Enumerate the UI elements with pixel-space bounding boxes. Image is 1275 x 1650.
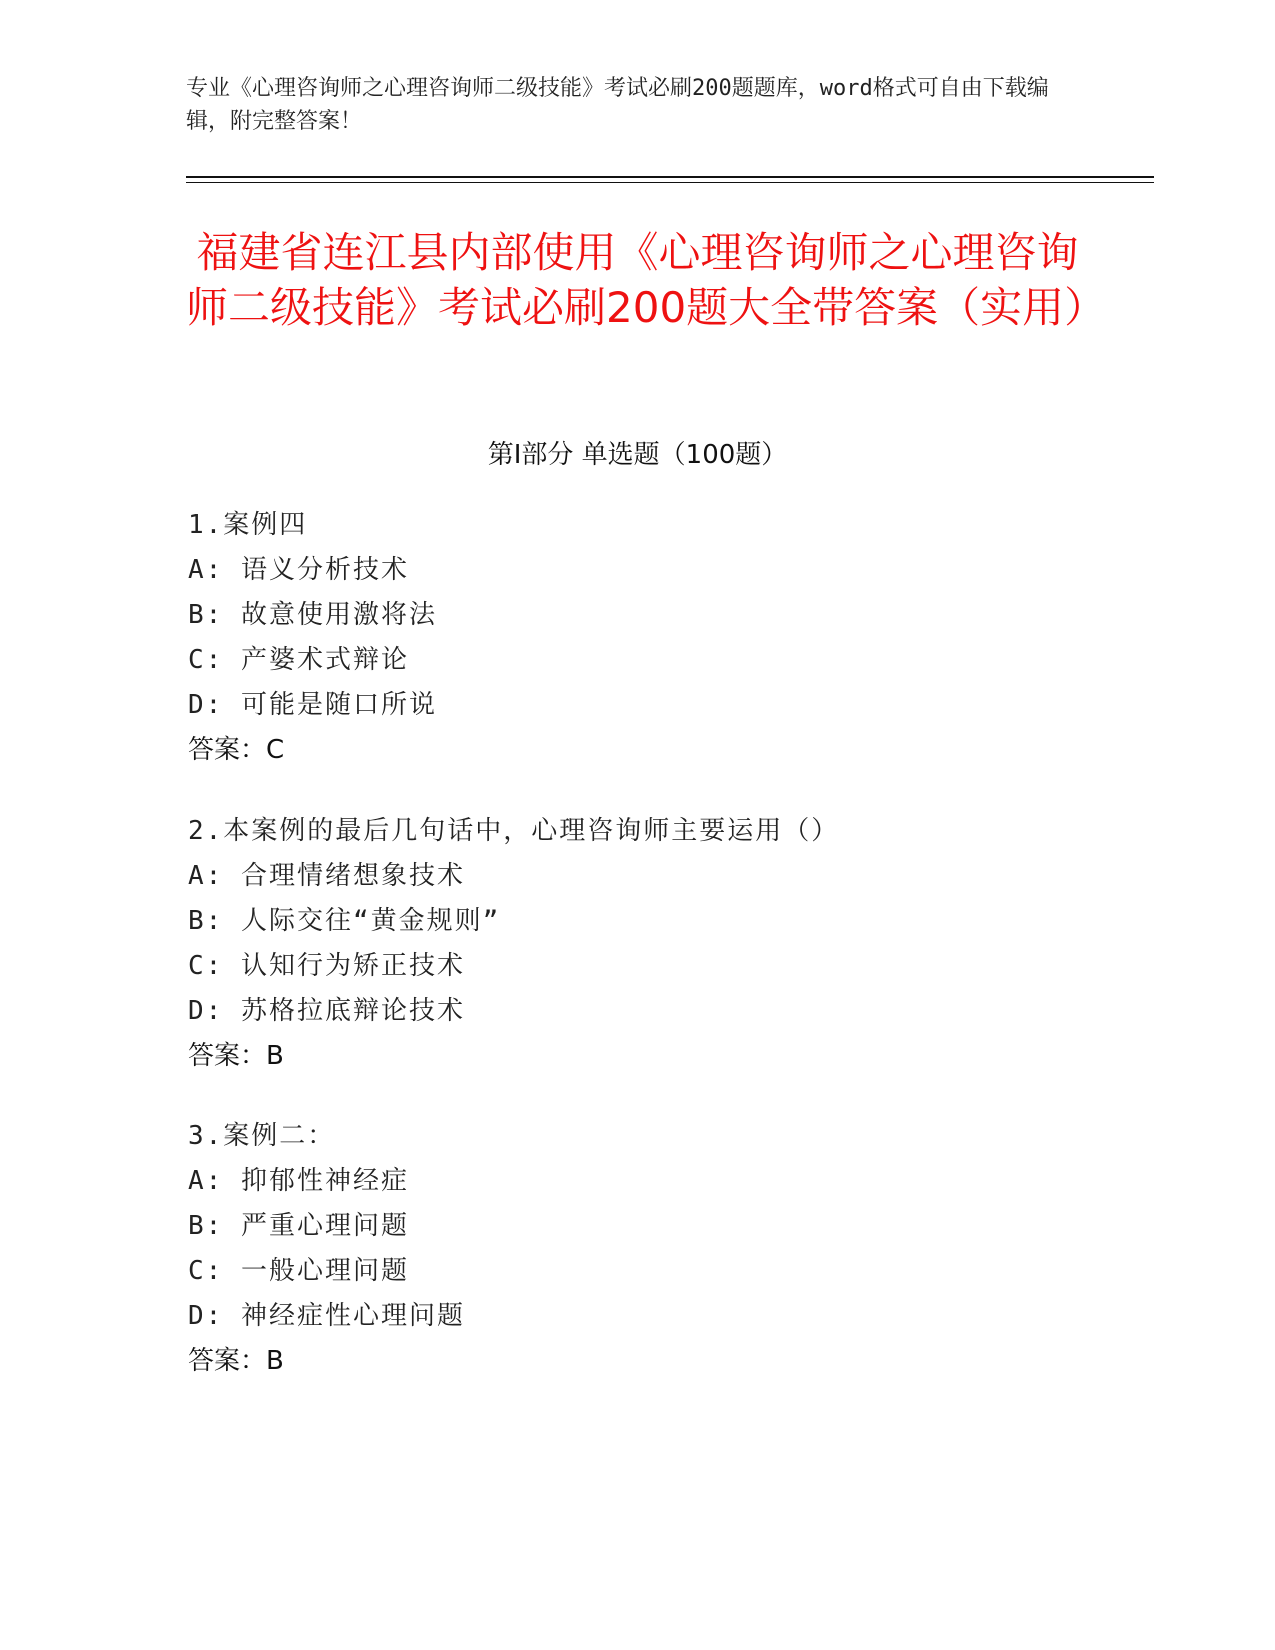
option-d: D: 神经症性心理问题 xyxy=(188,1301,465,1331)
option-a: A: 抑郁性神经症 xyxy=(188,1166,409,1196)
question-stem: 2.本案例的最后几句话中，心理咨询师主要运用（） xyxy=(188,816,840,846)
answer-line: 答案：C xyxy=(188,735,285,765)
option-d: D: 苏格拉底辩论技术 xyxy=(188,996,465,1026)
document-title: 福建省连江县内部使用《心理咨询师之心理咨询师二级技能》考试必刷200题大全带答案（实用） xyxy=(186,228,1107,332)
question-stem: 3.案例二： xyxy=(188,1121,336,1151)
option-a: A: 合理情绪想象技术 xyxy=(188,861,465,891)
section-title: 第Ⅰ部分 单选题（100题） xyxy=(487,440,788,470)
question-stem: 1.案例四 xyxy=(188,510,308,540)
header-rule-thick xyxy=(186,176,1154,178)
option-a: A: 语义分析技术 xyxy=(188,555,409,585)
answer-line: 答案：B xyxy=(188,1346,284,1376)
option-c: C: 一般心理问题 xyxy=(188,1256,409,1286)
header-note: 专业《心理咨询师之心理咨询师二级技能》考试必刷200题题库，word格式可自由下载编辑，附完整答案！ xyxy=(186,76,1049,134)
option-b: B: 严重心理问题 xyxy=(188,1211,409,1241)
option-b: B: 人际交往“黄金规则” xyxy=(188,906,501,936)
option-d: D: 可能是随口所说 xyxy=(188,690,437,720)
option-b: B: 故意使用激将法 xyxy=(188,600,437,630)
header-rule-thin xyxy=(186,182,1154,183)
option-c: C: 认知行为矫正技术 xyxy=(188,951,465,981)
question-block xyxy=(188,809,1088,1079)
option-c: C: 产婆术式辩论 xyxy=(188,645,409,675)
question-block xyxy=(188,503,1088,773)
question-block xyxy=(188,1114,1088,1384)
answer-line: 答案：B xyxy=(188,1041,284,1071)
